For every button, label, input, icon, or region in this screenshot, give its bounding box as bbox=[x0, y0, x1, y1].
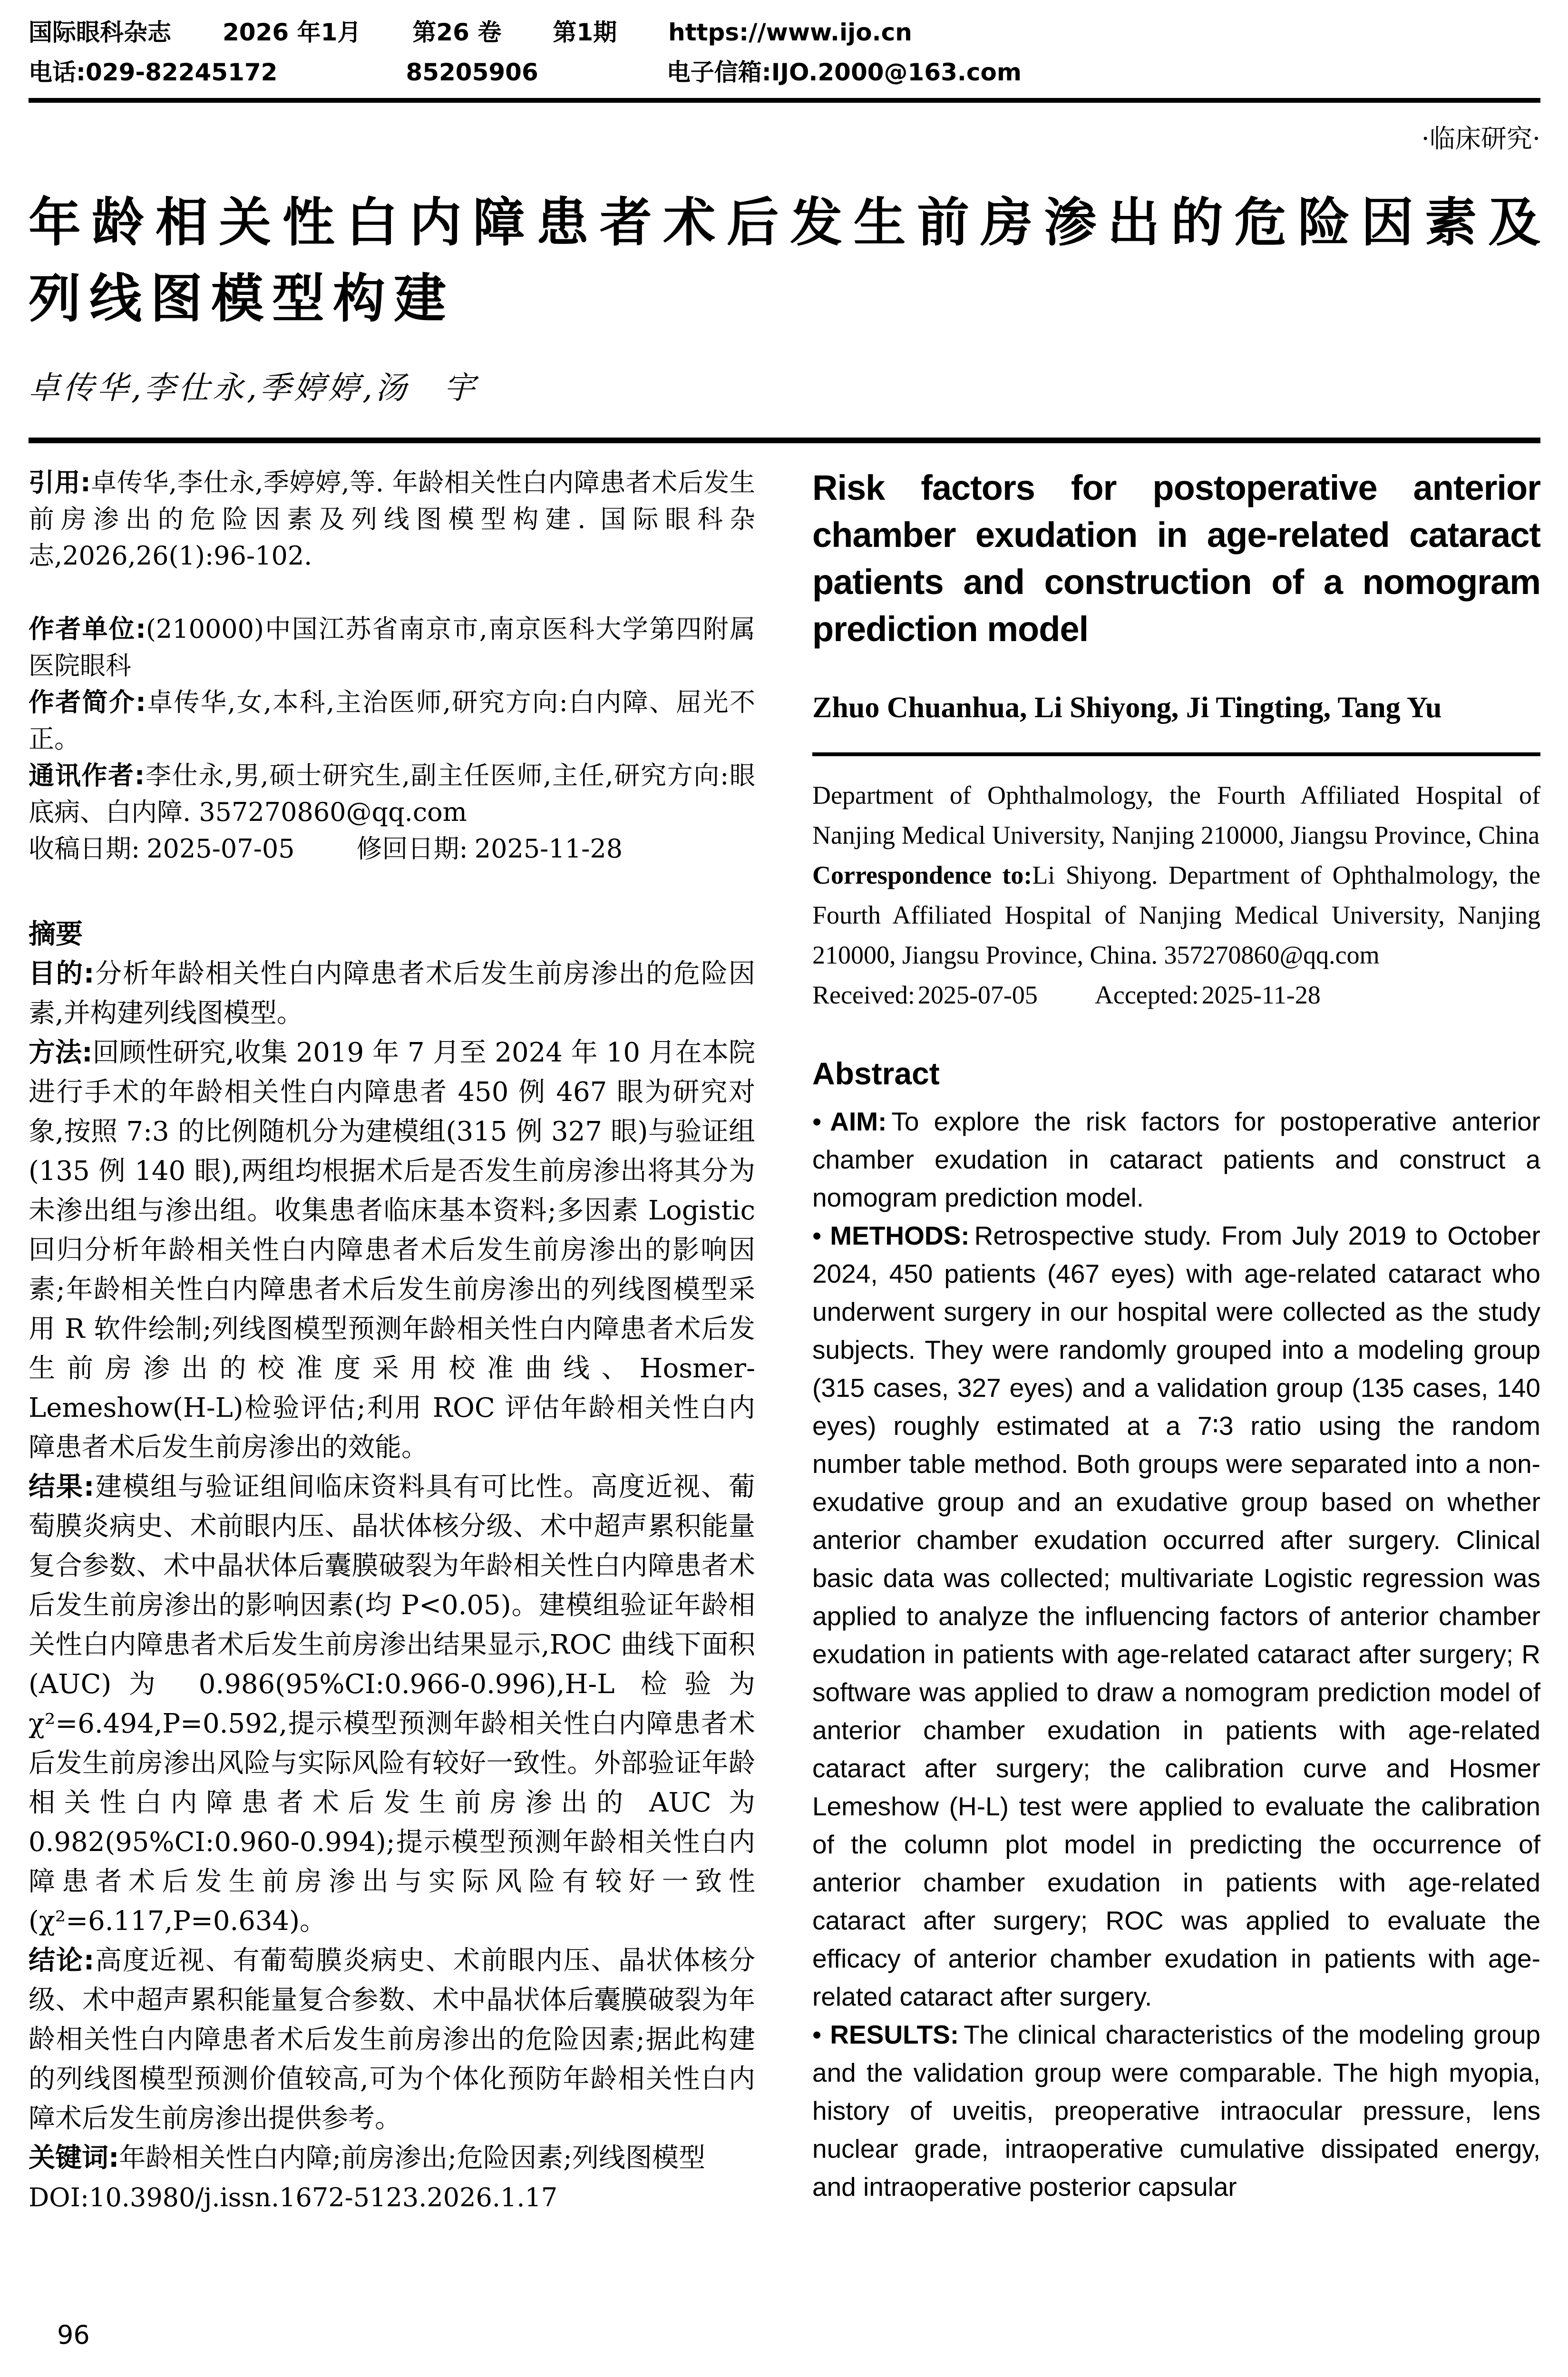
right-column-rule bbox=[812, 752, 1540, 756]
author-bio-text: 卓传华,女,本科,主治医师,研究方向:白内障、屈光不正。 bbox=[29, 687, 755, 754]
article-title-en bbox=[812, 464, 1540, 653]
revised-date-cn bbox=[357, 834, 623, 864]
journal-name: 国际眼科杂志 bbox=[29, 19, 171, 46]
aim-text-cn: 分析年龄相关性白内障患者术后发生前房渗出的危险因素,并构建列线图模型。 bbox=[29, 958, 755, 1029]
received-value-cn: 2025-07-05 bbox=[146, 834, 295, 864]
journal-date: 2026 年1月 bbox=[223, 19, 361, 46]
bullet-icon: • bbox=[812, 2020, 822, 2049]
accepted-date-en bbox=[1095, 981, 1321, 1009]
methods-paragraph-cn bbox=[29, 1033, 755, 1467]
article-authors-en: Zhuo Chuanhua, Li Shiyong, Ji Tingting, Tang Yu bbox=[812, 692, 1442, 724]
keywords-text: 年龄相关性白内障;前房渗出;危险因素;列线图模型 bbox=[119, 2143, 706, 2173]
header-rule bbox=[29, 98, 1540, 103]
accepted-label-en: Accepted: bbox=[1094, 981, 1199, 1009]
results-paragraph-cn bbox=[29, 1467, 755, 1941]
journal-volume: 第26 卷 bbox=[412, 19, 502, 46]
journal-phone: 电话:029-82245172 bbox=[29, 58, 278, 86]
category-tag: ·临床研究· bbox=[1421, 124, 1540, 154]
affiliation-label-cn: 作者单位: bbox=[29, 614, 146, 644]
keywords-paragraph bbox=[29, 2138, 755, 2178]
authors-rule bbox=[29, 438, 1540, 443]
article-authors-cn: 卓传华,李仕永,季婷婷,汤 宇 bbox=[29, 370, 478, 406]
aim-paragraph-en bbox=[812, 1102, 1540, 1217]
received-label-cn: 收稿日期: bbox=[29, 834, 140, 864]
article-title-cn-line1: 年龄相关性白内障患者术后发生前房渗出的危险因素及 bbox=[29, 192, 1540, 253]
affiliation-text-cn: (210000)中国江苏省南京市,南京医科大学第四附属医院眼科 bbox=[29, 614, 755, 681]
keywords-label: 关键词: bbox=[29, 2143, 119, 2173]
citation-label: 引用: bbox=[29, 468, 91, 497]
aim-paragraph-cn bbox=[29, 954, 755, 1033]
correspondence-text: Li Shiyong. Department of Ophthalmology, the Fourth Affiliated Hospital of Nanjing Medical University, Nanjing 210000, Jiangsu Province, China. 357270860@qq.com bbox=[812, 861, 1540, 969]
journal-issue: 第1期 bbox=[553, 19, 617, 46]
revised-label-cn: 修回日期: bbox=[356, 834, 468, 864]
article-title-cn bbox=[29, 185, 1540, 337]
two-column-body bbox=[29, 464, 1540, 2217]
affiliation-paragraph-cn bbox=[29, 611, 755, 684]
received-value-en: 2025-07-05 bbox=[917, 981, 1038, 1009]
aim-label-en: AIM: bbox=[830, 1107, 887, 1136]
author-bio-paragraph bbox=[29, 684, 755, 757]
citation-paragraph bbox=[29, 464, 755, 574]
revised-value-cn: 2025-11-28 bbox=[474, 834, 623, 864]
methods-label-en: METHODS: bbox=[830, 1221, 970, 1250]
article-title-en-line3: patients and construction of a nomogram bbox=[812, 562, 1540, 602]
results-label-cn: 结果: bbox=[29, 1471, 95, 1502]
methods-label-cn: 方法: bbox=[29, 1037, 93, 1068]
conclusion-label-cn: 结论: bbox=[29, 1945, 95, 1976]
bullet-icon: • bbox=[812, 1221, 822, 1250]
abstract-heading-cn: 摘要 bbox=[29, 918, 83, 950]
methods-text-en: Retrospective study. From July 2019 to October 2024, 450 patients (467 eyes) with age-related cataract who underwent surgery in our hospital were collected as the study subjects. They were randomly grouped into a modeling group (315 cases, 327 eyes) and a validation group (135 cases, 140 eyes) roughly estimated at a 7∶3 ratio using the random number table method. Both groups were separated into a non-exudative group and an exudative group based on whether anterior chamber exudation occurred after surgery. Clinical basic data was collected; multivariate Logistic regression was applied to analyze the influencing factors of anterior chamber exudation in patients with age-related cataract after surgery; R software was applied to draw a nomogram prediction model of anterior chamber exudation in patients with age-related cataract after surgery; the calibration curve and Hosmer Lemeshow (H-L) test were applied to evaluate the calibration of the column plot model in predicting the occurrence of anterior chamber exudation in patients with age-related cataract after surgery; ROC was applied to evaluate the efficacy of anterior chamber exudation in patients with age-related cataract after surgery. bbox=[812, 1221, 1540, 2011]
corresponding-author-text: 李仕永,男,硕士研究生,副主任医师,主任,研究方向:眼底病、白内障. 357270860@qq.com bbox=[29, 760, 755, 827]
right-column bbox=[812, 464, 1540, 2217]
article-title-en-line2: chamber exudation in age-related cataract bbox=[812, 515, 1540, 555]
left-column bbox=[29, 464, 755, 2217]
correspondence-label: Correspondence to: bbox=[812, 861, 1032, 889]
aim-label-cn: 目的: bbox=[29, 958, 95, 989]
results-text-en: The clinical characteristics of the modeling group and the validation group were comparable. The high myopia, history of uveitis, preoperative intraocular pressure, lens nuclear grade, intraoperative cumulative dissipated energy, and intraoperative posterior capsular bbox=[812, 2020, 1540, 2202]
article-title-en-line4: prediction model bbox=[812, 609, 1089, 649]
conclusion-text-cn: 高度近视、有葡萄膜炎病史、术前眼内压、晶状体核分级、术中超声累积能量复合参数、术中晶状体后囊膜破裂为年龄相关性白内障患者术后发生前房渗出的危险因素;据此构建的列线图模型预测价值较高,可为个体化预防年龄相关性白内障术后发生前房渗出提供参考。 bbox=[29, 1945, 755, 2134]
article-title-en-line1: Risk factors for postoperative anterior bbox=[812, 468, 1540, 507]
journal-email: 电子信箱:IJO.2000@163.com bbox=[666, 58, 1022, 86]
author-bio-label: 作者简介: bbox=[29, 687, 146, 717]
journal-header-line1 bbox=[29, 12, 1540, 52]
correspondence-paragraph bbox=[812, 855, 1540, 975]
received-label-en: Received: bbox=[812, 981, 915, 1009]
journal-header-line2 bbox=[29, 52, 1540, 92]
conclusion-paragraph-cn bbox=[29, 1941, 755, 2138]
doi-line: DOI:10.3980/j.issn.1672-5123.2026.1.17 bbox=[29, 2182, 558, 2212]
journal-phone2: 85205906 bbox=[406, 58, 538, 86]
bullet-icon: • bbox=[812, 1107, 822, 1136]
dates-line-cn bbox=[29, 830, 755, 867]
affiliation-paragraph-en: Department of Ophthalmology, the Fourth Affiliated Hospital of Nanjing Medical University, Nanjing 210000, Jiangsu Province, China bbox=[812, 781, 1540, 849]
dates-line-en bbox=[812, 975, 1540, 1015]
journal-url: https://www.ijo.cn bbox=[668, 19, 912, 46]
affiliation-block-en bbox=[812, 775, 1540, 1015]
journal-header bbox=[29, 12, 1540, 92]
aim-text-en: To explore the risk factors for postoperative anterior chamber exudation in cataract patients and construct a nomogram prediction model. bbox=[812, 1107, 1540, 1212]
results-paragraph-en bbox=[812, 2016, 1540, 2206]
citation-text: 卓传华,李仕永,季婷婷,等. 年龄相关性白内障患者术后发生前房渗出的危险因素及列线图模型构建. 国际眼科杂志,2026,26(1):96-102. bbox=[29, 468, 755, 571]
corresponding-author-paragraph bbox=[29, 757, 755, 830]
accepted-value-en: 2025-11-28 bbox=[1201, 981, 1321, 1009]
received-date-en bbox=[812, 981, 1038, 1009]
received-date-cn bbox=[29, 834, 295, 864]
corresponding-author-label: 通讯作者: bbox=[29, 760, 145, 790]
methods-text-cn: 回顾性研究,收集 2019 年 7 月至 2024 年 10 月在本院进行手术的年龄相关性白内障患者 450 例 467 眼为研究对象,按照 7:3 的比例随机分为建模组(315 例 327 眼)与验证组(135 例 140 眼),两组均根据术后是否发生前房渗出将其分为未渗出组与渗出组。收集患者临床基本资料;多因素 Logistic 回归分析年龄相关性白内障患者术后发生前房渗出的影响因素;年龄相关性白内障患者术后发生前房渗出的列线图模型采用 R 软件绘制;列线图模型预测年龄相关性白内障患者术后发生前房渗出的校准度采用校准曲线、Hosmer-Lemeshow(H-L)检验评估;利用 ROC 评估年龄相关性白内障患者术后发生前房渗出的效能。 bbox=[29, 1037, 755, 1463]
methods-paragraph-en bbox=[812, 1217, 1540, 2016]
page-number: 96 bbox=[57, 2320, 90, 2350]
author-meta-block bbox=[29, 611, 755, 867]
article-title-cn-line2: 列线图模型构建 bbox=[29, 268, 455, 329]
abstract-heading-en: Abstract bbox=[812, 1056, 940, 1091]
results-text-cn: 建模组与验证组间临床资料具有可比性。高度近视、葡萄膜炎病史、术前眼内压、晶状体核分级、术中超声累积能量复合参数、术中晶状体后囊膜破裂为年龄相关性白内障患者术后发生前房渗出的影响因素(均 P<0.05)。建模组验证年龄相关性白内障患者术后发生前房渗出结果显示,ROC 曲线下面积(AUC)为 0.986(95%CI:0.966-0.996),H-L 检验为χ²=6.494,P=0.592,提示模型预测年龄相关性白内障患者术后发生前房渗出风险与实际风险有较好一致性。外部验证年龄相关性白内障患者术后发生前房渗出的 AUC 为 0.982(95%CI:0.960-0.994);提示模型预测年龄相关性白内障患者术后发生前房渗出与实际风险有较好一致性(χ²=6.117,P=0.634)。 bbox=[29, 1471, 755, 1937]
results-label-en: RESULTS: bbox=[830, 2020, 959, 2049]
